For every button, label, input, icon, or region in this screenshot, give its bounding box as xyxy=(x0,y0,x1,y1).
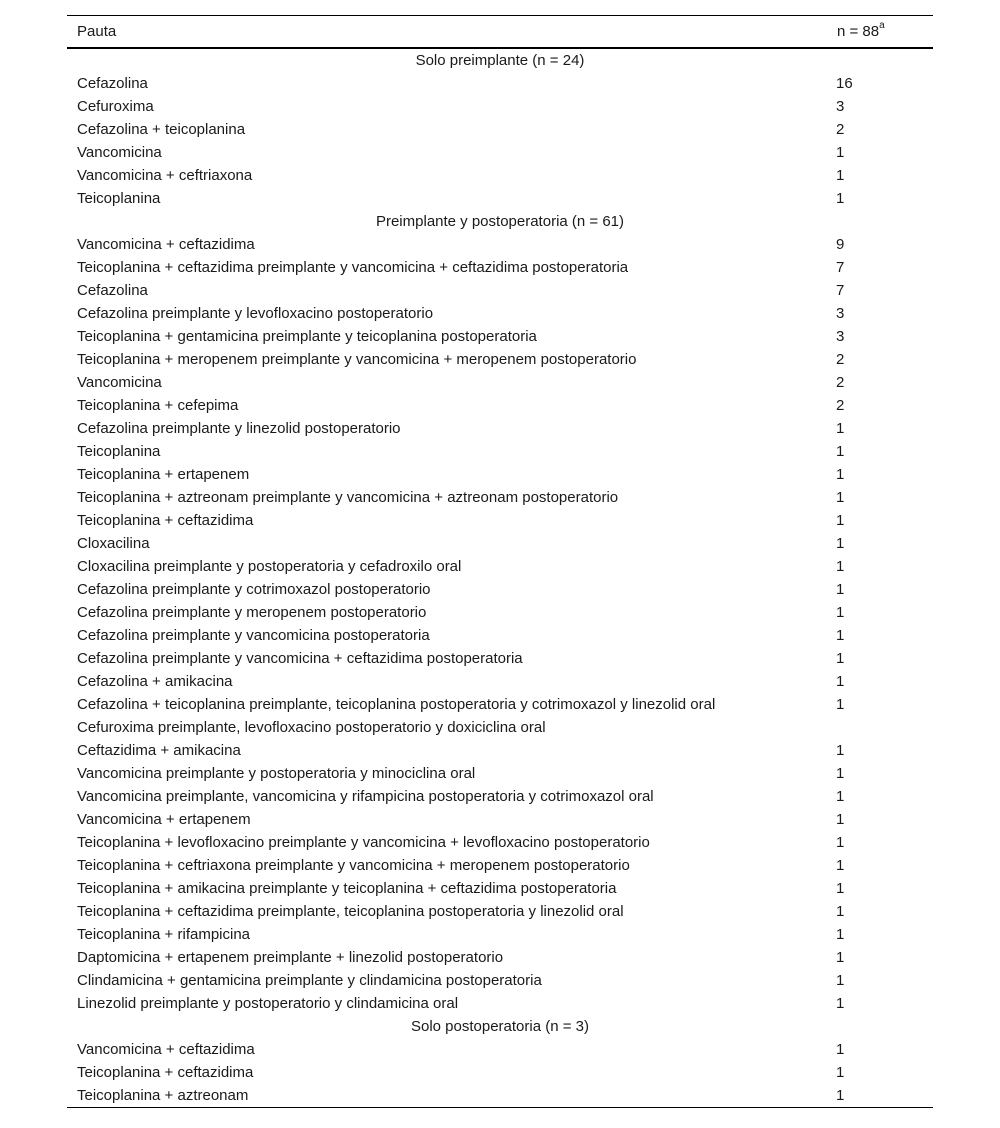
column-header-n: $n = 88^a$ xyxy=(837,20,885,40)
table-row xyxy=(67,463,933,486)
table-row xyxy=(67,279,933,302)
table-row xyxy=(67,325,933,348)
table-row xyxy=(67,95,933,118)
table-row xyxy=(67,509,933,532)
table-row xyxy=(67,164,933,187)
count-cell: 1 xyxy=(836,604,845,621)
regimen-cell: Cloxacilina xyxy=(77,535,150,552)
table-row xyxy=(67,118,933,141)
column-header-pauta: Pauta xyxy=(77,23,117,40)
count-cell: 1 xyxy=(836,995,845,1012)
regimen-cell: Cefazolina preimplante y cotrimoxazol postoperatorio xyxy=(77,581,431,598)
count-cell: 1 xyxy=(836,972,845,989)
count-cell: 1 xyxy=(836,167,845,184)
header-row xyxy=(67,16,933,49)
count-cell: 1 xyxy=(836,535,845,552)
count-cell: 1 xyxy=(836,857,845,874)
count-cell: 1 xyxy=(836,443,845,460)
regimen-cell: Vancomicina preimplante y postoperatoria y minociclina oral xyxy=(77,765,476,782)
table-row xyxy=(67,716,933,739)
count-cell: 2 xyxy=(836,121,845,138)
regimen-cell: Teicoplanina + aztreonam preimplante y vancomicina + aztreonam postoperatorio xyxy=(77,489,619,506)
count-cell: 1 xyxy=(836,144,845,161)
regimen-cell: Cefazolina + amikacina xyxy=(77,673,233,690)
count-cell: 1 xyxy=(836,1041,845,1058)
count-cell: 7 xyxy=(836,282,845,299)
table-row xyxy=(67,555,933,578)
regimen-cell: Ceftazidima + amikacina xyxy=(77,742,241,759)
regimen-cell: Cefazolina preimplante y levofloxacino postoperatorio xyxy=(77,305,434,322)
table-row xyxy=(67,302,933,325)
table-row xyxy=(67,1061,933,1084)
section-header-row xyxy=(67,210,933,233)
table-row xyxy=(67,532,933,555)
table-row xyxy=(67,946,933,969)
regimen-cell: Teicoplanina + rifampicina xyxy=(77,926,251,943)
count-cell: 1 xyxy=(836,696,845,713)
table-row xyxy=(67,647,933,670)
table-row xyxy=(67,900,933,923)
table-row xyxy=(67,578,933,601)
table-row xyxy=(67,394,933,417)
regimen-cell: Teicoplanina xyxy=(77,443,161,460)
table-row xyxy=(67,371,933,394)
count-cell: 1 xyxy=(836,627,845,644)
table-row xyxy=(67,992,933,1015)
count-cell: 2 xyxy=(836,351,845,368)
regimen-cell: Cefazolina preimplante y vancomicina postoperatoria xyxy=(77,627,430,644)
table-row xyxy=(67,486,933,509)
table-row xyxy=(67,624,933,647)
regimen-cell: Cloxacilina preimplante y postoperatoria y cefadroxilo oral xyxy=(77,558,462,575)
table-row xyxy=(67,670,933,693)
regimen-cell: Cefazolina + teicoplanina preimplante, teicoplanina postoperatoria y cotrimoxazol y linezolid oral xyxy=(77,696,716,713)
regimen-cell: Teicoplanina + ceftazidima preimplante, teicoplanina postoperatoria y linezolid oral xyxy=(77,903,624,920)
count-cell: 1 xyxy=(836,466,845,483)
table-row xyxy=(67,141,933,164)
section-header-row xyxy=(67,48,933,72)
count-cell: 1 xyxy=(836,903,845,920)
table-row xyxy=(67,969,933,992)
antibiotic-regimen-table xyxy=(67,15,933,1108)
regimen-cell: Vancomicina xyxy=(77,374,162,391)
count-cell: 1 xyxy=(836,673,845,690)
table-row xyxy=(67,785,933,808)
regimen-cell: Teicoplanina + ceftazidima xyxy=(77,1064,254,1081)
regimen-cell: Cefazolina preimplante y vancomicina + ceftazidima postoperatoria xyxy=(77,650,523,667)
count-cell: 1 xyxy=(836,926,845,943)
count-cell: 1 xyxy=(836,512,845,529)
table-row xyxy=(67,693,933,716)
regimen-cell: Cefazolina xyxy=(77,282,148,299)
count-cell: 1 xyxy=(836,581,845,598)
regimen-cell: Vancomicina preimplante, vancomicina y rifampicina postoperatoria y cotrimoxazol oral xyxy=(77,788,654,805)
table-row xyxy=(67,440,933,463)
table-row xyxy=(67,762,933,785)
table-body xyxy=(67,48,933,1108)
table-row xyxy=(67,417,933,440)
regimen-cell: Teicoplanina + amikacina preimplante y teicoplanina + ceftazidima postoperatoria xyxy=(77,880,617,897)
regimen-cell: Cefazolina + teicoplanina xyxy=(77,121,246,138)
count-cell: 1 xyxy=(836,880,845,897)
regimen-cell: Teicoplanina + levofloxacino preimplante y vancomicina + levofloxacino postoperatorio xyxy=(77,834,650,851)
table-row xyxy=(67,808,933,831)
count-cell: 1 xyxy=(836,420,845,437)
count-cell: 3 xyxy=(836,98,845,115)
regimen-cell: Vancomicina + ceftazidima xyxy=(77,1041,255,1058)
table-row xyxy=(67,187,933,210)
regimen-cell: Cefazolina preimplante y linezolid postoperatorio xyxy=(77,420,401,437)
section-title: Solo postoperatoria (n = 3) xyxy=(410,1018,590,1035)
section-title: Solo preimplante (n = 24) xyxy=(415,52,585,69)
table-row xyxy=(67,256,933,279)
count-cell: 1 xyxy=(836,765,845,782)
count-cell: 1 xyxy=(836,1087,845,1104)
count-cell: 2 xyxy=(836,374,845,391)
count-cell: 1 xyxy=(836,788,845,805)
regimen-cell: Cefazolina xyxy=(77,75,148,92)
table-row xyxy=(67,1084,933,1108)
footnote-marker: a xyxy=(879,20,885,31)
regimen-cell: Teicoplanina + meropenem preimplante y vancomicina + meropenem postoperatorio xyxy=(77,351,637,368)
regimen-cell: Cefazolina preimplante y meropenem postoperatorio xyxy=(77,604,427,621)
regimen-cell: Vancomicina xyxy=(77,144,162,161)
regimen-cell: Teicoplanina + ceftazidima preimplante y vancomicina + ceftazidima postoperatoria xyxy=(77,259,629,276)
regimen-cell: Teicoplanina + cefepima xyxy=(77,397,239,414)
table-row xyxy=(67,233,933,256)
regimen-cell: Teicoplanina + aztreonam xyxy=(77,1087,249,1104)
section-title: Preimplante y postoperatoria (n = 61) xyxy=(375,213,625,230)
count-cell: 1 xyxy=(836,811,845,828)
table-row xyxy=(67,601,933,624)
regimen-cell: Daptomicina + ertapenem preimplante + linezolid postoperatorio xyxy=(77,949,504,966)
count-cell: 7 xyxy=(836,259,845,276)
count-cell: 1 xyxy=(836,1064,845,1081)
count-cell: 3 xyxy=(836,328,845,345)
count-cell: 16 xyxy=(836,75,853,92)
count-cell: 1 xyxy=(836,558,845,575)
table-row xyxy=(67,854,933,877)
table-row xyxy=(67,1038,933,1061)
table-row xyxy=(67,831,933,854)
regimen-cell: Teicoplanina xyxy=(77,190,161,207)
count-cell: 3 xyxy=(836,305,845,322)
table-header xyxy=(67,16,933,49)
regimen-cell: Linezolid preimplante y postoperatorio y clindamicina oral xyxy=(77,995,459,1012)
regimen-cell: Cefuroxima preimplante, levofloxacino postoperatorio y doxiciclina oral xyxy=(77,719,546,736)
count-cell: 1 xyxy=(836,834,845,851)
regimen-cell: Teicoplanina + ceftriaxona preimplante y vancomicina + meropenem postoperatorio xyxy=(77,857,630,874)
table-row xyxy=(67,72,933,95)
table-row xyxy=(67,348,933,371)
table-row xyxy=(67,877,933,900)
count-cell: 9 xyxy=(836,236,845,253)
regimen-cell: Clindamicina + gentamicina preimplante y clindamicina postoperatoria xyxy=(77,972,542,989)
regimen-cell: Vancomicina + ertapenem xyxy=(77,811,251,828)
count-cell xyxy=(827,716,933,739)
regimen-cell: Vancomicina + ceftazidima xyxy=(77,236,255,253)
regimen-cell: Teicoplanina + gentamicina preimplante y teicoplanina postoperatoria xyxy=(77,328,537,345)
section-header-row xyxy=(67,1015,933,1038)
count-cell: 1 xyxy=(836,190,845,207)
count-cell: 1 xyxy=(836,650,845,667)
regimen-cell: Teicoplanina + ceftazidima xyxy=(77,512,254,529)
count-cell: 1 xyxy=(836,742,845,759)
count-cell: 1 xyxy=(836,489,845,506)
table-row xyxy=(67,923,933,946)
count-cell: 2 xyxy=(836,397,845,414)
count-cell: 1 xyxy=(836,949,845,966)
regimen-cell: Cefuroxima xyxy=(77,98,154,115)
regimen-cell: Vancomicina + ceftriaxona xyxy=(77,167,253,184)
regimen-cell: Teicoplanina + ertapenem xyxy=(77,466,250,483)
table-row xyxy=(67,739,933,762)
